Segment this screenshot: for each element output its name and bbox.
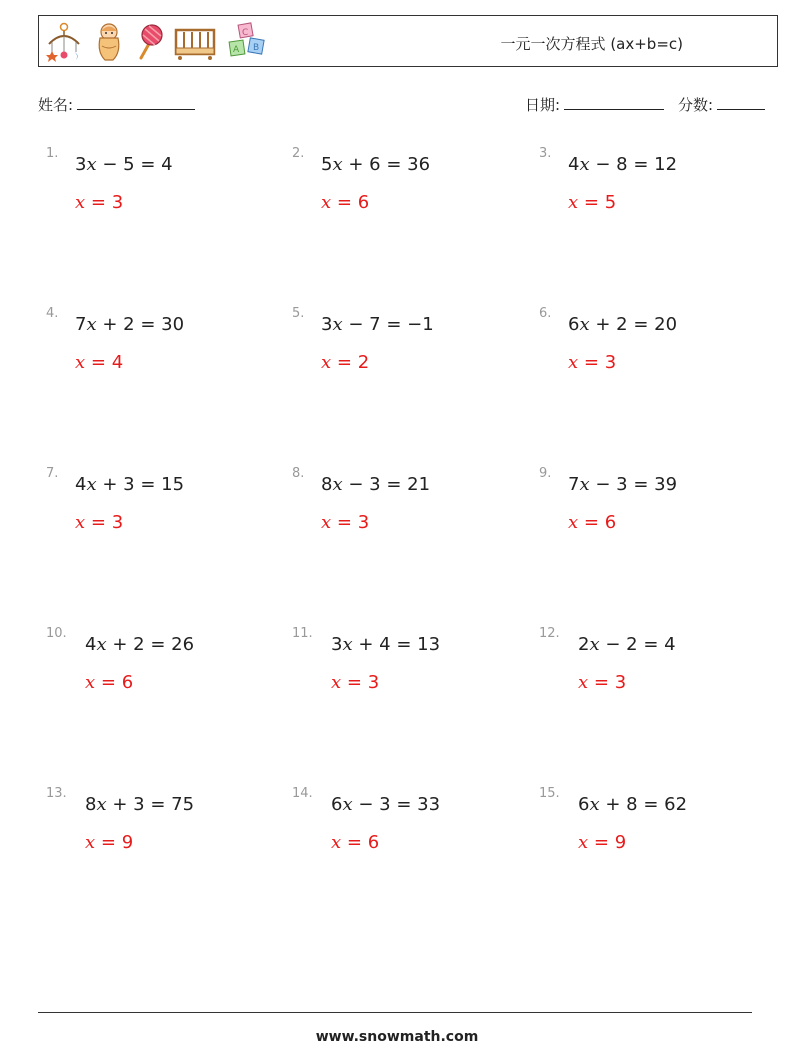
variable: x [579, 474, 590, 495]
problem-item [292, 146, 532, 266]
problem-number: 8. [292, 466, 305, 481]
answer-variable: x [331, 672, 342, 693]
score-label: 分数: [678, 96, 714, 114]
problem-answer: x = 6 [568, 512, 617, 533]
problem-number: 15. [539, 786, 560, 801]
problem-answer: x = 6 [85, 672, 134, 693]
operator: + [112, 794, 128, 815]
rattle-icon [133, 22, 163, 62]
operator: + [112, 634, 128, 655]
variable: x [589, 634, 600, 655]
operator: − [595, 154, 611, 175]
problem-number: 5. [292, 306, 305, 321]
problem-answer: x = 9 [578, 832, 627, 853]
problem-answer: x = 2 [321, 352, 370, 373]
problem-answer: x = 5 [568, 192, 617, 213]
baby-mobile-icon [43, 22, 85, 62]
problem-number: 1. [46, 146, 59, 161]
answer-value: 3 [367, 672, 380, 693]
result: 33 [417, 794, 441, 815]
problem-item [539, 306, 779, 426]
svg-text:B: B [253, 43, 260, 53]
answer-variable: x [85, 672, 96, 693]
coefficient: 5 [321, 154, 333, 175]
answer-variable: x [578, 832, 589, 853]
answer-value: 6 [121, 672, 134, 693]
variable: x [86, 314, 97, 335]
problem-number: 6. [539, 306, 552, 321]
worksheet-title: 一元一次方程式 (ax+b=c) [500, 35, 683, 53]
operator: + [348, 154, 364, 175]
variable: x [86, 474, 97, 495]
variable: x [332, 314, 343, 335]
svg-text:A: A [233, 45, 240, 55]
constant: 4 [379, 634, 391, 655]
constant: 6 [369, 154, 381, 175]
header-icons [43, 20, 271, 64]
name-blank[interactable] [77, 95, 195, 110]
result: 39 [654, 474, 678, 495]
variable: x [96, 634, 107, 655]
result: −1 [407, 314, 434, 335]
answer-variable: x [75, 352, 86, 373]
answer-variable: x [85, 832, 96, 853]
constant: 5 [123, 154, 135, 175]
problem-equation: 8x + 3 = 75 [85, 794, 195, 815]
problem-answer: x = 3 [321, 512, 370, 533]
problem-equation: 3x − 7 = −1 [321, 314, 434, 335]
problem-answer: x = 9 [85, 832, 134, 853]
constant: 2 [133, 634, 145, 655]
coefficient: 4 [568, 154, 580, 175]
result: 20 [654, 314, 678, 335]
coefficient: 2 [578, 634, 590, 655]
result: 26 [171, 634, 195, 655]
svg-text:C: C [242, 28, 249, 38]
answer-value: 3 [604, 352, 617, 373]
date-label: 日期: [525, 96, 561, 114]
constant: 8 [616, 154, 628, 175]
result: 30 [161, 314, 185, 335]
answer-variable: x [568, 192, 579, 213]
swaddled-baby-icon [95, 22, 123, 62]
coefficient: 6 [578, 794, 590, 815]
answer-value: 5 [604, 192, 617, 213]
constant: 3 [133, 794, 145, 815]
problem-number: 14. [292, 786, 313, 801]
coefficient: 6 [331, 794, 343, 815]
operator: − [348, 314, 364, 335]
coefficient: 7 [75, 314, 87, 335]
problem-number: 3. [539, 146, 552, 161]
problem-item [292, 786, 532, 906]
problem-answer: x = 6 [321, 192, 370, 213]
answer-variable: x [321, 512, 332, 533]
problem-equation: 6x − 3 = 33 [331, 794, 441, 815]
result: 12 [654, 154, 678, 175]
answer-value: 3 [614, 672, 627, 693]
constant: 3 [379, 794, 391, 815]
result: 62 [664, 794, 688, 815]
problem-number: 7. [46, 466, 59, 481]
answer-variable: x [331, 832, 342, 853]
operator: − [595, 474, 611, 495]
operator: − [348, 474, 364, 495]
problem-item [46, 466, 286, 586]
constant: 8 [626, 794, 638, 815]
problem-equation: 7x − 3 = 39 [568, 474, 678, 495]
name-field [38, 94, 195, 115]
operator: − [358, 794, 374, 815]
answer-variable: x [321, 352, 332, 373]
variable: x [342, 634, 353, 655]
score-field [678, 94, 765, 115]
answer-variable: x [568, 352, 579, 373]
worksheet-header [38, 15, 778, 67]
operator: + [358, 634, 374, 655]
result: 21 [407, 474, 431, 495]
problem-item [46, 786, 286, 906]
variable: x [342, 794, 353, 815]
constant: 3 [369, 474, 381, 495]
problem-item [539, 466, 779, 586]
problem-item [46, 146, 286, 266]
problem-item [539, 146, 779, 266]
score-blank[interactable] [717, 95, 765, 110]
answer-variable: x [75, 512, 86, 533]
problem-answer: x = 3 [331, 672, 380, 693]
operator: − [605, 634, 621, 655]
answer-variable: x [321, 192, 332, 213]
problem-equation: 4x + 3 = 15 [75, 474, 185, 495]
coefficient: 3 [321, 314, 333, 335]
problem-equation: 3x − 5 = 4 [75, 154, 173, 175]
problem-item [46, 626, 286, 746]
answer-value: 4 [111, 352, 124, 373]
name-label: 姓名: [38, 96, 74, 114]
footer-divider [38, 1012, 752, 1013]
problem-answer: x = 4 [75, 352, 124, 373]
problem-item [539, 626, 779, 746]
date-blank[interactable] [564, 95, 664, 110]
problem-item [292, 466, 532, 586]
problem-number: 13. [46, 786, 67, 801]
operator: + [102, 474, 118, 495]
variable: x [332, 474, 343, 495]
operator: + [102, 314, 118, 335]
date-field [525, 94, 664, 115]
problem-answer: x = 3 [75, 192, 124, 213]
result: 75 [171, 794, 195, 815]
answer-variable: x [568, 512, 579, 533]
answer-value: 3 [357, 512, 370, 533]
problem-item [46, 306, 286, 426]
answer-variable: x [578, 672, 589, 693]
constant: 3 [123, 474, 135, 495]
answer-variable: x [75, 192, 86, 213]
problem-answer: x = 6 [331, 832, 380, 853]
answer-value: 3 [111, 512, 124, 533]
coefficient: 6 [568, 314, 580, 335]
problem-number: 10. [46, 626, 67, 641]
result: 15 [161, 474, 185, 495]
constant: 3 [616, 474, 628, 495]
crib-icon [173, 22, 217, 62]
coefficient: 8 [85, 794, 97, 815]
answer-value: 9 [614, 832, 627, 853]
problem-equation: 6x + 8 = 62 [578, 794, 688, 815]
problem-equation: 5x + 6 = 36 [321, 154, 431, 175]
constant: 2 [123, 314, 135, 335]
answer-value: 9 [121, 832, 134, 853]
problem-equation: 4x + 2 = 26 [85, 634, 195, 655]
problem-answer: x = 3 [578, 672, 627, 693]
variable: x [96, 794, 107, 815]
answer-value: 6 [604, 512, 617, 533]
coefficient: 7 [568, 474, 580, 495]
problem-equation: 6x + 2 = 20 [568, 314, 678, 335]
answer-value: 6 [367, 832, 380, 853]
problem-number: 11. [292, 626, 313, 641]
operator: + [605, 794, 621, 815]
abc-blocks-icon [227, 22, 271, 62]
coefficient: 3 [75, 154, 87, 175]
answer-value: 3 [111, 192, 124, 213]
problem-equation: 4x − 8 = 12 [568, 154, 678, 175]
problem-equation: 3x + 4 = 13 [331, 634, 441, 655]
variable: x [579, 314, 590, 335]
problem-equation: 7x + 2 = 30 [75, 314, 185, 335]
problem-number: 4. [46, 306, 59, 321]
result: 13 [417, 634, 441, 655]
variable: x [589, 794, 600, 815]
problem-number: 12. [539, 626, 560, 641]
problem-item [539, 786, 779, 906]
variable: x [332, 154, 343, 175]
operator: + [595, 314, 611, 335]
problem-item [292, 626, 532, 746]
problem-answer: x = 3 [568, 352, 617, 373]
constant: 2 [626, 634, 638, 655]
result: 4 [664, 634, 676, 655]
problem-equation: 8x − 3 = 21 [321, 474, 431, 495]
problem-number: 9. [539, 466, 552, 481]
answer-value: 6 [357, 192, 370, 213]
problem-answer: x = 3 [75, 512, 124, 533]
result: 4 [161, 154, 173, 175]
coefficient: 4 [75, 474, 87, 495]
problem-number: 2. [292, 146, 305, 161]
problem-equation: 2x − 2 = 4 [578, 634, 676, 655]
answer-value: 2 [357, 352, 370, 373]
footer-url: www.snowmath.com [315, 1029, 479, 1045]
problem-item [292, 306, 532, 426]
result: 36 [407, 154, 431, 175]
coefficient: 8 [321, 474, 333, 495]
operator: − [102, 154, 118, 175]
coefficient: 3 [331, 634, 343, 655]
constant: 2 [616, 314, 628, 335]
variable: x [86, 154, 97, 175]
variable: x [579, 154, 590, 175]
constant: 7 [369, 314, 381, 335]
coefficient: 4 [85, 634, 97, 655]
